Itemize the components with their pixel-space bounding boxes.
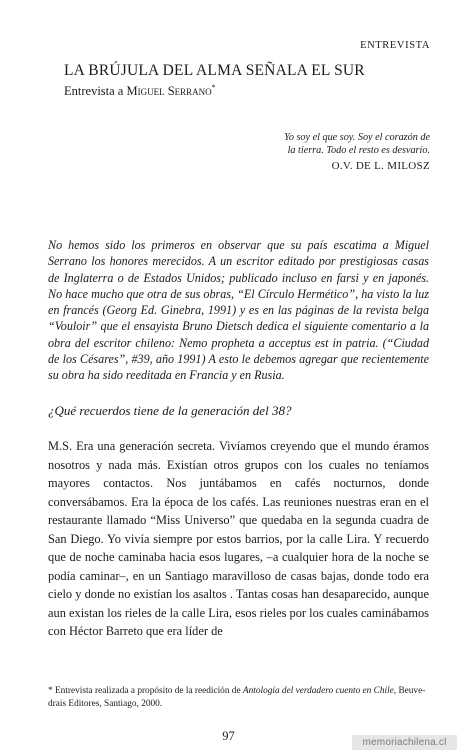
interview-answer: M.S. Era una generación secreta. Vivíamos creyendo que el mundo éramos nosotros y nada más. Existían otros grupos con los cuales no teníamos mayores contactos. Nos juntábamos en cafés nocturnos, donde conversábamos. Era la época de los cafés. Las reuniones nuestras eran en el restaurante llamado “Miss Universo” que quedaba en la segunda cuadra de San Diego. Yo vivía siempre por estos barrios, por la calle Lira. Y recuerdo que de noche caminaba hacia esos lugares, –a cualquier hora de la noche se podía caminar–, en un Santiago maravilloso de casas bajas, donde todo era cielo y donde no existían los asaltos . Tantas cosas han desaparecido, aunque aun existan los rieles de la calle Lira, esos rieles por los cuales caminábamos con Héctor Barreto que era líder de — [48, 439, 429, 638]
article-title: LA BRÚJULA DEL ALMA SEÑALA EL SUR — [64, 62, 365, 79]
site-watermark: memoriachilena.cl — [352, 735, 457, 750]
footnote-text-after: , Beuve-draís Editores, Santiago, 2000. — [48, 686, 426, 709]
subtitle-footnote-mark: * — [211, 82, 216, 92]
epigraph-line-2: la tierra. Todo el resto es desvarío. — [287, 145, 430, 156]
subtitle-name: Miguel Serrano — [126, 84, 212, 98]
epigraph — [200, 131, 430, 157]
interview-question: ¿Qué recuerdos tiene de la generación del 38? — [48, 403, 292, 418]
subtitle-prefix: Entrevista a — [64, 84, 124, 98]
epigraph-line-1: Yo soy el que soy. Soy el corazón de — [284, 132, 430, 143]
section-label: ENTREVISTA — [360, 40, 430, 51]
article-subtitle — [64, 84, 434, 99]
footnote-text-before: Entrevista realizada a propósito de la reedición de — [54, 686, 241, 696]
footnote-mark: * — [48, 686, 53, 696]
footnote — [48, 685, 429, 710]
epigraph-author: O.V. DE L. MILOSZ — [331, 160, 430, 172]
footnote-book-title: Antología del verdadero cuento en Chile — [242, 686, 394, 696]
intro-paragraph: No hemos sido los primeros en observar que su país escatima a Miguel Serrano los honores merecidos. A un escritor editado por prestigiosas casas de Inglaterra o de Estados Unidos; publicado incluso en farsi y en japonés. No hace mucho que otra de sus obras, “El Círculo Hermético”, ha visto la luz en francés (Georg Ed. Ginebra, 1991) y es en las páginas de la revista belga “Vouloir” que el ensayista Bruno Dietsch dedica el siguiente comentario a la obra del escritor chileno: Nemo propheta a acceptus est in patria. (“Ciudad de los Césares”, #39, año 1991) A esto le debemos agregar que recientemente su obra ha sido reeditada en Francia y en Rusia. — [48, 238, 429, 383]
page-number: 97 — [222, 729, 235, 743]
